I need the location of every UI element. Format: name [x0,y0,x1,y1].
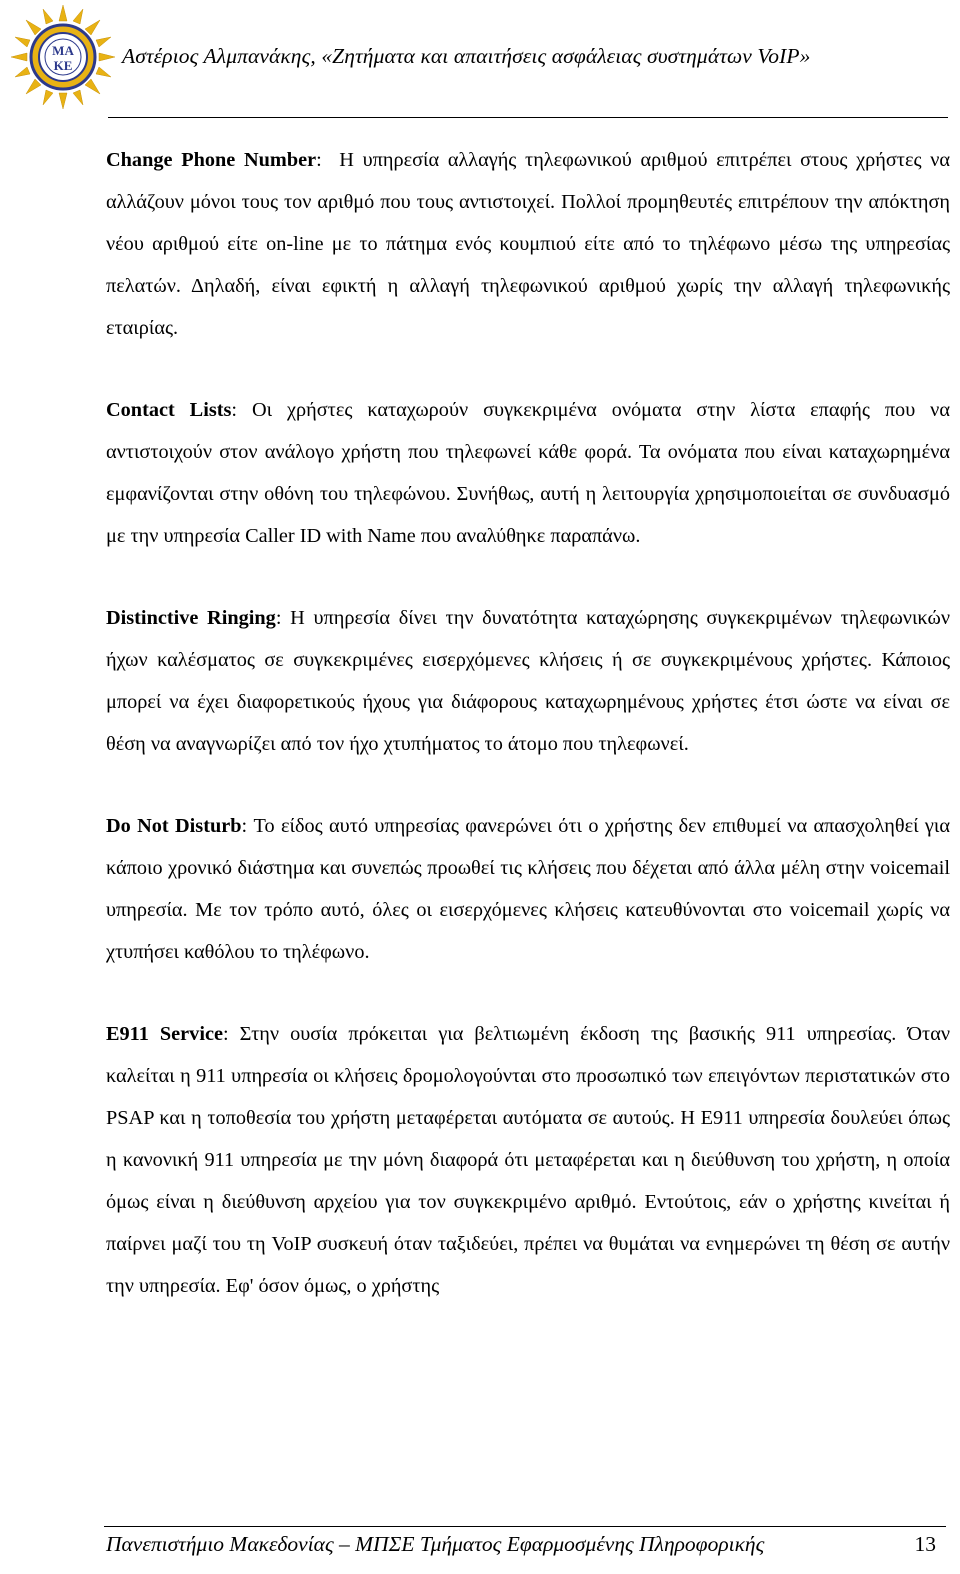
university-logo [8,2,118,117]
main-content [106,139,950,1347]
paragraph-e911-service [106,1013,950,1307]
logo-text-top: ΜΑ [52,43,74,58]
footer-text-row [104,1527,946,1565]
page-footer [104,1526,946,1565]
term-separator: : [316,149,340,171]
term-label: E911 Service [106,1023,223,1045]
paragraph-text: Στην ουσία πρόκειται για βελτιωμένη έκδοση της βασικής 911 υπηρεσίας. Όταν καλείται η 911 υπηρεσία οι κλήσεις δρομολογούνται στο προσωπικό των επειγόντων περιστατικών στο PSAP και η τοποθεσία του χρήστη μεταφέρεται αυτόματα σε αυτούς. Η E911 υπηρεσία δουλεύει όπως η κανονική 911 υπηρεσία με την μόνη διαφορά ότι μεταφέρεται και η διεύθυνση του χρήστη, η οποία όμως είναι η διεύθυνση αρχείου για τον συγκεκριμένο αριθμό. Εντούτοις, εάν ο χρήστης κινείται ή παίρνει μαζί του τη VoIP συσκευή όταν ταξιδεύει, πρέπει να θυμάται να ενημερώνει τη θέση σε αυτήν την υπηρεσία. Εφ' όσον όμως, ο χρήστης [106,1023,950,1297]
footer-institution: Πανεπιστήμιο Μακεδονίας – ΜΠΣΕ Τμήματος Εφαρμοσμένης Πληροφορικής [106,1532,765,1556]
paragraph-contact-lists [106,389,950,557]
header-divider [108,117,948,118]
term-label: Change Phone Number [106,149,317,171]
page-number: 13 [914,1532,936,1556]
term-label: Distinctive Ringing [106,607,276,629]
term-separator: : [231,399,252,421]
paragraph-change-phone-number [106,139,950,349]
term-label: Contact Lists [106,399,232,421]
term-separator: : [241,815,254,837]
logo-text-bottom: ΚΕ [53,58,73,73]
page-header [0,0,960,120]
paragraph-distinctive-ringing [106,597,950,765]
paragraph-text: Το είδος αυτό υπηρεσίας φανερώνει ότι ο χρήστης δεν επιθυμεί να απασχοληθεί για κάποιο χρονικό διάστημα και συνεπώς προωθεί τις κλήσεις που δέχεται από άλλα μέλη στην voicemail υπηρεσία. Με τον τρόπο αυτό, όλες οι εισερχόμενες κλήσεις κατευθύνονται στο voicemail χωρίς να χτυπήσει καθόλου το τηλέφωνο. [106,815,950,963]
paragraph-text: Οι χρήστες καταχωρούν συγκεκριμένα ονόματα στην λίστα επαφής που να αντιστοιχούν στον ανάλογο χρήστη που τηλεφωνεί κάθε φορά. Τα ονόματα που είναι καταχωρημένα εμφανίζονται στην οθόνη του τηλεφώνου. Συνήθως, αυτή η λειτουργία χρησιμοποιείται σε συνδυασμό με την υπηρεσία Caller ID with Name που αναλύθηκε παραπάνω. [106,399,950,547]
paragraph-text: Η υπηρεσία αλλαγής τηλεφωνικού αριθμού επιτρέπει στους χρήστες να αλλάζουν μόνοι τους τον αριθμό που τους αντιστοιχεί. Πολλοί προμηθευτές επιτρέπουν την απόκτηση νέου αριθμού είτε on-line με το πάτημα ενός κουμπιού είτε από το τηλέφωνο μέσω της υπηρεσίας πελατών. Δηλαδή, είναι εφικτή η αλλαγή τηλεφωνικού αριθμού χωρίς την αλλαγή τηλεφωνικής εταιρίας. [106,149,951,339]
term-separator: : [222,1023,240,1045]
paragraph-do-not-disturb [106,805,950,973]
term-separator: : [275,607,291,629]
term-label: Do Not Disturb [106,815,242,837]
document-title: Αστέριος Αλμπανάκης, «Ζητήματα και απαιτήσεις ασφάλειας συστημάτων VoIP» [122,44,811,68]
paragraph-text: Η υπηρεσία δίνει την δυνατότητα καταχώρησης συγκεκριμένων τηλεφωνικών ήχων καλέσματος σε συγκεκριμένες εισερχόμενες κλήσεις ή σε συγκεκριμένους χρήστες. Κάποιος μπορεί να έχει διαφορετικούς ήχους για διάφορους καταχωρημένους χρήστες έτσι ώστε να είναι σε θέση να αναγνωρίζει από τον ήχο χτυπήματος το άτομο που τηλεφωνεί. [106,607,950,755]
